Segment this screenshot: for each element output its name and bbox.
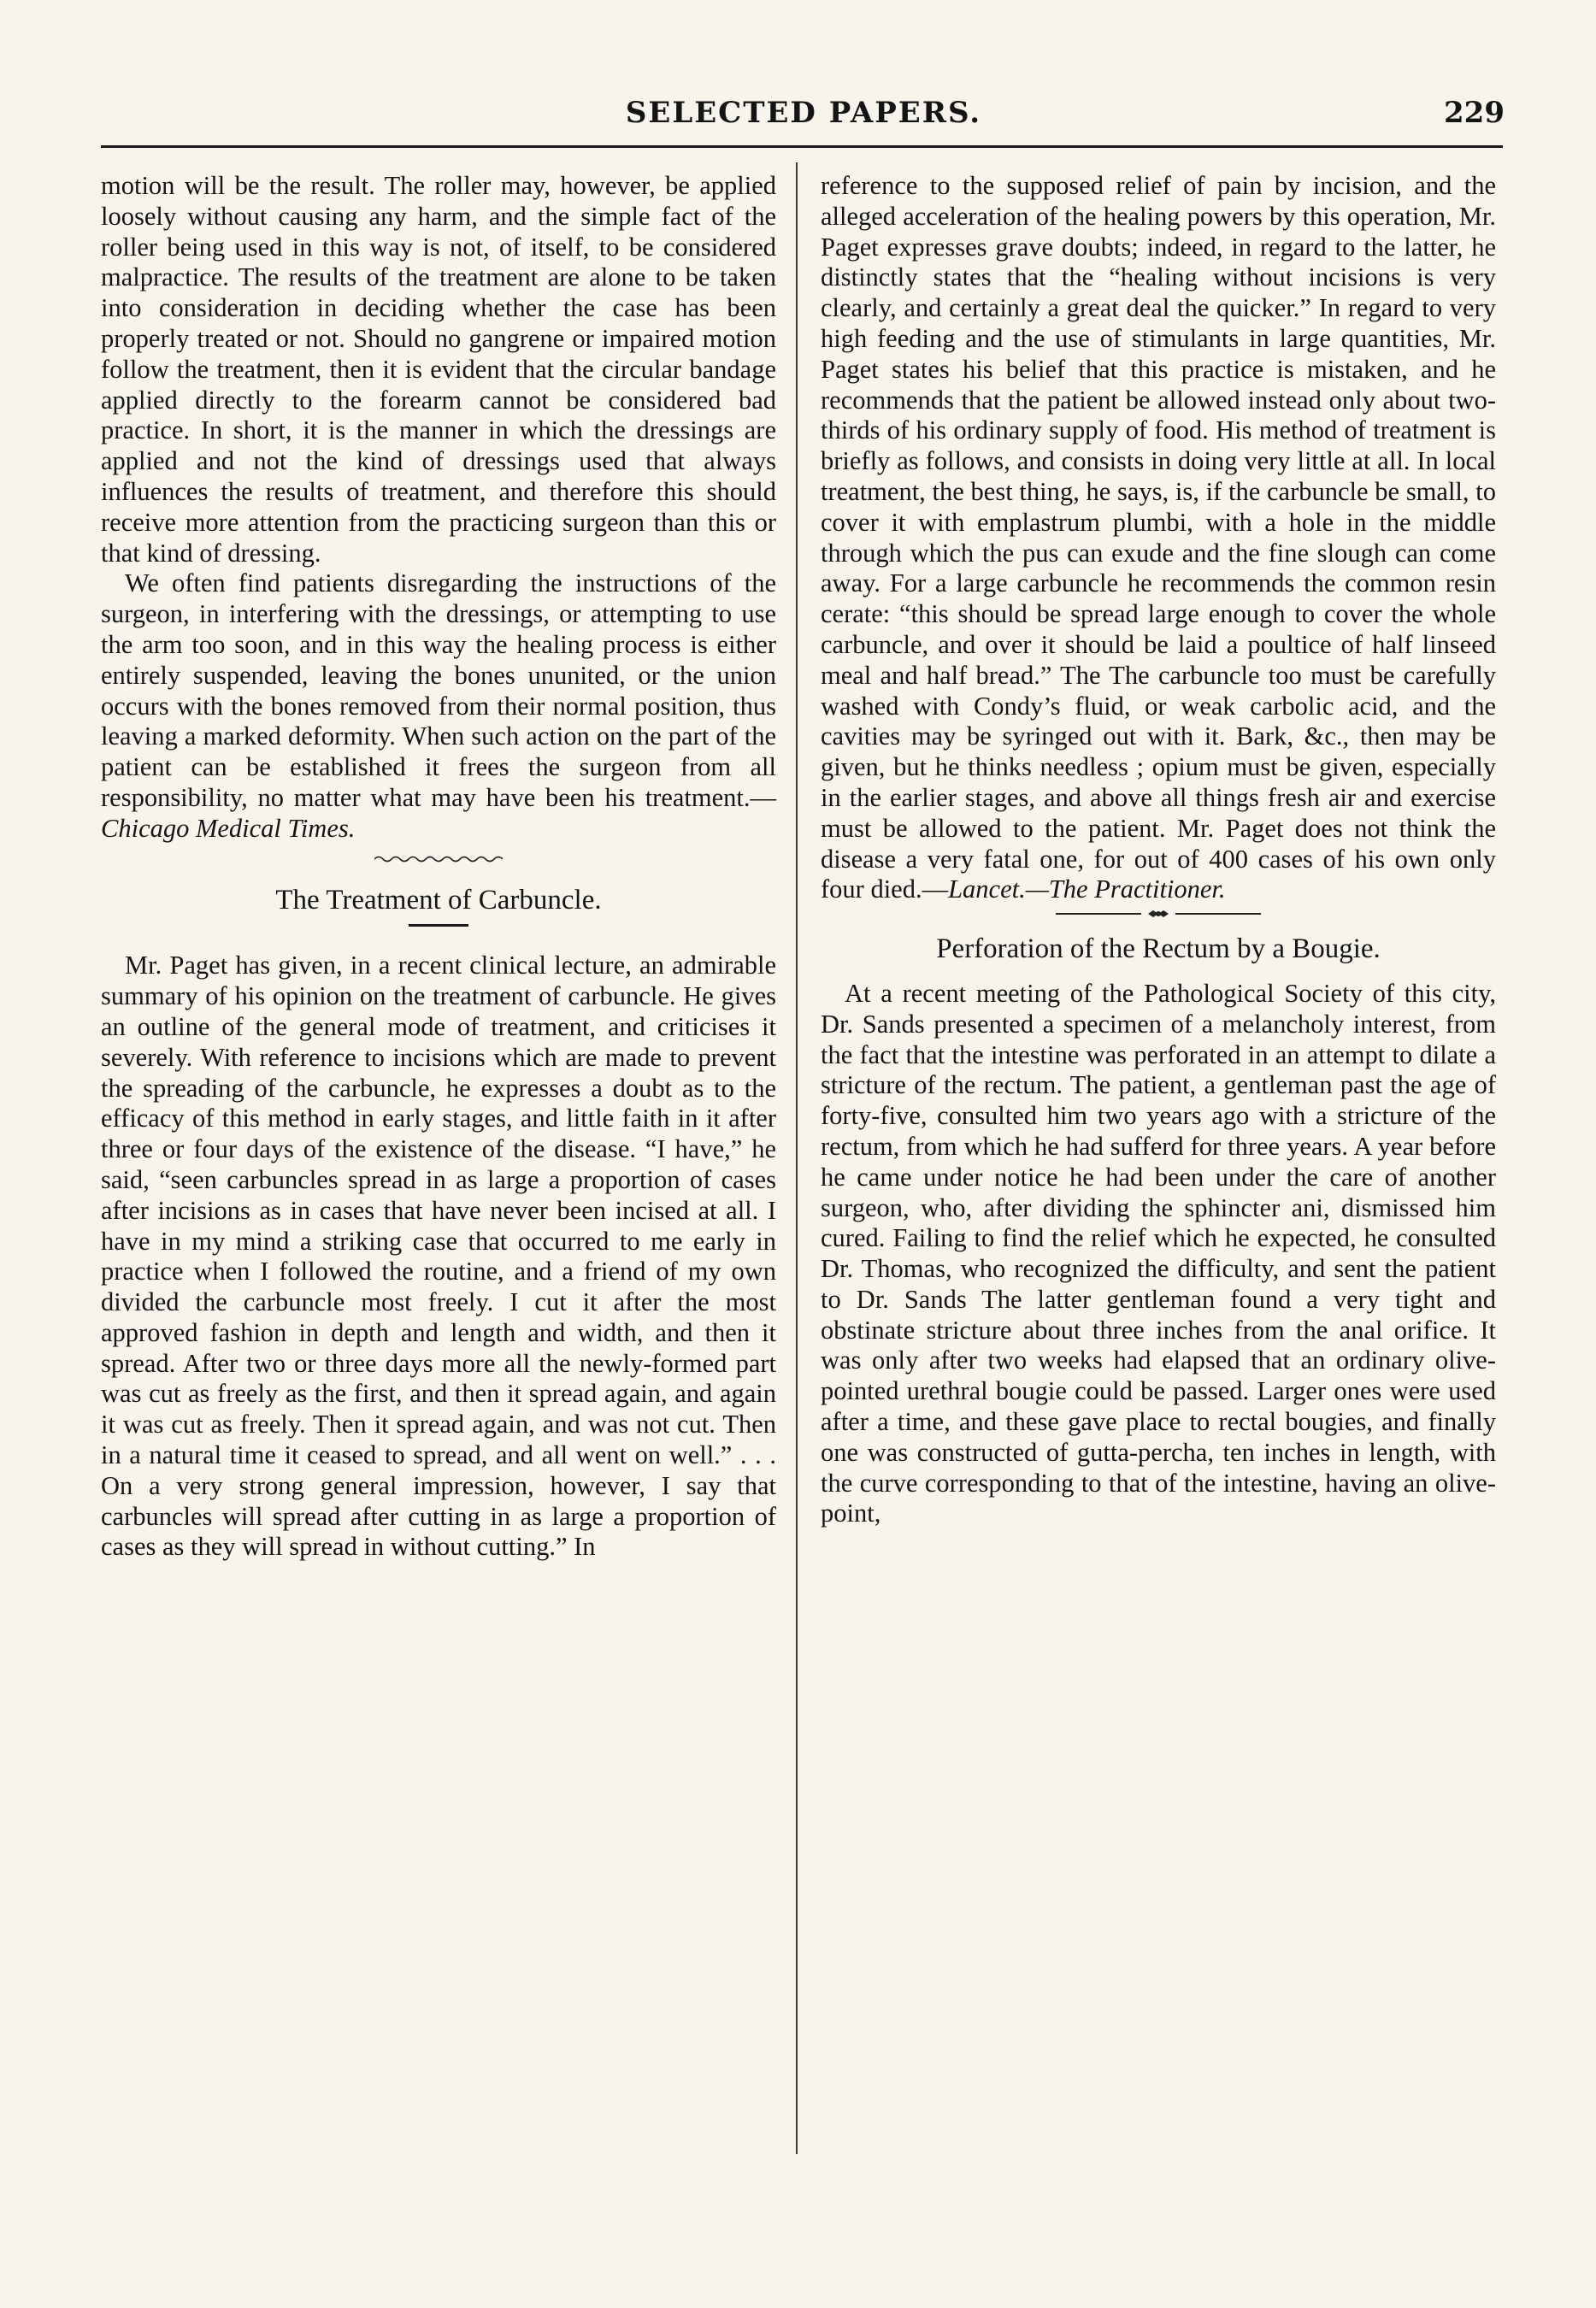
page-number: 229 [1444, 96, 1505, 130]
running-title: SELECTED PAPERS. [625, 96, 982, 130]
carbuncle-continued-paragraph [821, 171, 1496, 905]
column-divider [796, 162, 798, 2154]
carbuncle-paragraph: Mr. Paget has given, in a recent clinical lecture, an admirable summary of his opinion on the treatment of carbuncle. He gives an outline of the general mode of treatment, and criticises it severely. With reference to incisions which are made to prevent the spreading of the carbuncle, he expresses a doubt as to the efficacy of this method in early stages, and little faith in it after three or four days of the existence of the disease. “I have,” he said, “seen carbuncles spread in as large a proportion of cases after incisions as in cases that have never been incised at all. I have in my mind a striking case that occurred to me early in practice when I followed the routine, and a friend of my own divided the carbuncle most freely. I cut it after the most approved fashion in depth and length and width, and then it spread. After two or three days more all the newly-formed part was cut as freely as the first, and then it spread again, and again it was cut as freely. Then it spread again, and was not cut. Then in a natural time it ceased to spread, and all went on well.” . . . On a very strong general impression, however, I say that carbuncles will spread after cutting in as large a proportion of cases as they will spread in without cutting.” In [101, 951, 776, 1562]
header-rule [101, 145, 1503, 148]
continued-paragraph: motion will be the result. The roller may, however, be applied loosely without causing any harm, and the simple fact of the roller being used in this way is not, of itself, to be considered malpractice. The results of the treatment are alone to be taken into consideration in deciding whether the case has been properly treated or not. Should no gangrene or impaired motion follow the treatment, then it is evident that the circular bandage applied directly to the forearm cannot be considered bad practice. In short, it is the manner in which the dressings are applied and not the kind of dressings used that always influences the results of treatment, and therefore this should receive more attention from the practicing surgeon than this or that kind of dressing. [101, 171, 776, 568]
section-title-rectum: Perforation of the Rectum by a Bougie. [936, 933, 1381, 965]
ornament-rule [1056, 909, 1261, 919]
patients-paragraph-text: We often find patients disregarding the instructions of the surgeon, in interfering with the dressings, or attempting to use the arm too soon, and in this way the healing process is either entirely suspended, leaving the bones ununited, or the union occurs with the bones removed from their normal position, thus leaving a marked deformity. When such action on the part of the patient can be established it frees the surgeon from all responsibility, no matter what may have been his treatment.— [101, 568, 776, 812]
left-column [101, 171, 776, 1563]
carbuncle-continued-text: reference to the supposed relief of pain by incision, and the alleged acceleration of the healing powers by this operation, Mr. Paget expresses grave doubts; indeed, in regard to the latter, he distinctly states that the “healing without incisions is very clearly, and certainly a great deal the quicker.” In regard to very high feeding and the use of stimulants in large quantities, Mr. Paget states his belief that this practice is mistaken, and he recommends that the patient be allowed instead only about two-thirds of his ordinary supply of food. His method of treatment is briefly as follows, and consists in doing very little at all. In local treatment, the best thing, he says, is, if the carbuncle be small, to cover it with emplastrum plumbi, with a hole in the middle through which the pus can exude and the fine slough can come away. For a large carbuncle he recommends the common resin cerate: “this should be spread large enough to cover the whole carbuncle, and over it should be laid a poultice of half linseed meal and half bread.” The The carbuncle too must be carefully washed with Condy’s fluid, or weak carbolic acid, and the cavities may be syringed out with it. Bark, &c., then may be given, but he thinks needless ; opium must be given, especially in the earlier stages, and above all things fresh air and exercise must be allowed to the patient. Mr. Paget does not think the disease a very fatal one, for out of 400 cases of his own only four died.— [821, 171, 1496, 904]
source-chicago-medical-times: Chicago Medical Times. [101, 813, 356, 843]
running-head [103, 96, 1505, 147]
rectum-paragraph: At a recent meeting of the Pathological Society of this city, Dr. Sands presented a specimen of a melancholy interest, from the fact that the intestine was perforated in an attempt to dilate a stricture of the rectum. The patient, a gentleman past the age of forty-five, consulted him two years ago with a stricture of the rectum, from which he had sufferd for three years. A year before he came under notice he had been under the care of another surgeon, who, after dividing the sphincter ani, dismissed him cured. Failing to find the relief which he expected, he consulted Dr. Thomas, who recognized the difficulty, and sent the patient to Dr. Sands The latter gentleman found a very tight and obstinate stricture about three inches from the anal orifice. It was only after two weeks had elapsed that an ordinary olive-pointed urethral bougie could be passed. Larger ones were used after a time, and these gave place to rectal bougies, and finally one was constructed of gutta-percha, ten inches in length, with the curve corresponding to that of the intestine, having an olive-point, [821, 978, 1496, 1528]
wavy-rule [374, 855, 503, 863]
source-lancet-practitioner: Lancet.—The Practitioner. [948, 874, 1226, 904]
patients-paragraph [101, 568, 776, 844]
right-column [821, 171, 1496, 1529]
title-rule [409, 924, 468, 927]
section-title-carbuncle: The Treatment of Carbuncle. [275, 884, 602, 916]
